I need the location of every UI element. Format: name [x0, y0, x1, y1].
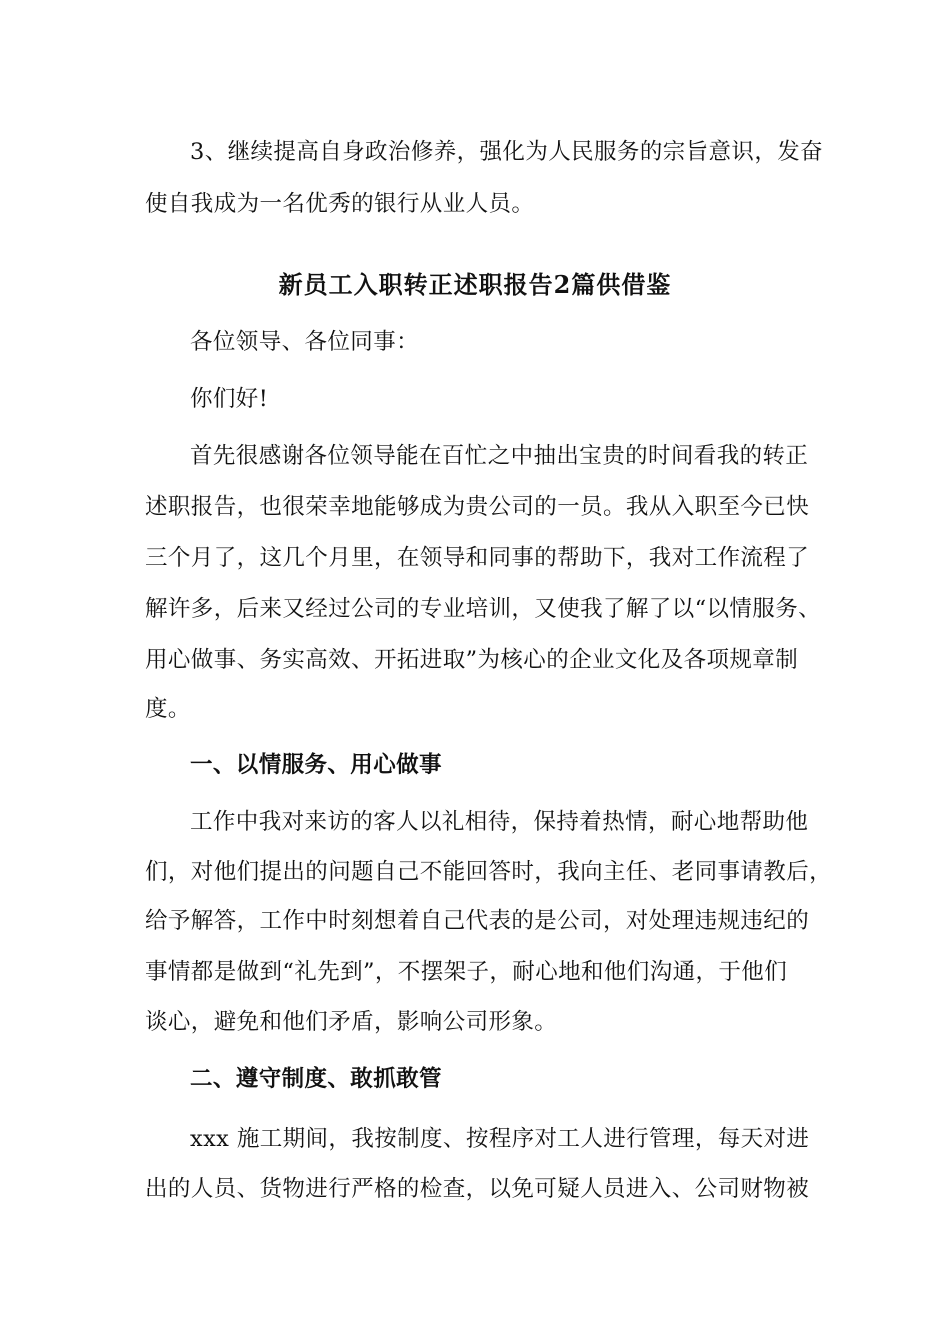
paragraph-line: 给予解答，工作中时刻想着自己代表的是公司，对处理违规违纪的 — [145, 908, 810, 934]
paragraph-line: 3、继续提高自身政治修养，强化为人民服务的宗旨意识，发奋 — [190, 139, 824, 165]
paragraph-line: 出的人员、货物进行严格的检查，以免可疑人员进入、公司财物被 — [145, 1176, 810, 1202]
paragraph-line: 们，对他们提出的问题自己不能回答时，我向主任、老同事请教后， — [145, 859, 833, 885]
paragraph-line: 述职报告，也很荣幸地能够成为贵公司的一员。我从入职至今已快 — [145, 494, 810, 520]
salutation: 各位领导、各位同事： — [190, 329, 420, 355]
paragraph-line: xxx 施工期间，我按制度、按程序对工人进行管理，每天对进 — [190, 1126, 810, 1152]
document-title: 新员工入职转正述职报告2篇供借鉴 — [278, 270, 672, 299]
paragraph-line: 事情都是做到“礼先到”，不摆架子，耐心地和他们沟通，于他们 — [145, 959, 788, 985]
section-heading: 二、遵守制度、敢抓敢管 — [190, 1066, 442, 1092]
section-heading: 一、以情服务、用心做事 — [190, 752, 442, 778]
paragraph-line: 谈心，避免和他们矛盾，影响公司形象。 — [145, 1009, 558, 1035]
paragraph-line: 工作中我对来访的客人以礼相待，保持着热情，耐心地帮助他 — [190, 809, 809, 835]
paragraph-line: 度。 — [145, 696, 191, 722]
greeting: 你们好! — [190, 386, 269, 412]
paragraph-line: 使自我成为一名优秀的银行从业人员。 — [145, 191, 535, 217]
paragraph-line: 首先很感谢各位领导能在百忙之中抽出宝贵的时间看我的转正 — [190, 443, 809, 469]
paragraph-line: 三个月了，这几个月里，在领导和同事的帮助下，我对工作流程了 — [145, 545, 810, 571]
paragraph-line: 用心做事、务实高效、开拓进取”为核心的企业文化及各项规章制 — [145, 647, 799, 673]
paragraph-line: 解许多，后来又经过公司的专业培训，又使我了解了以“以情服务、 — [145, 596, 822, 622]
